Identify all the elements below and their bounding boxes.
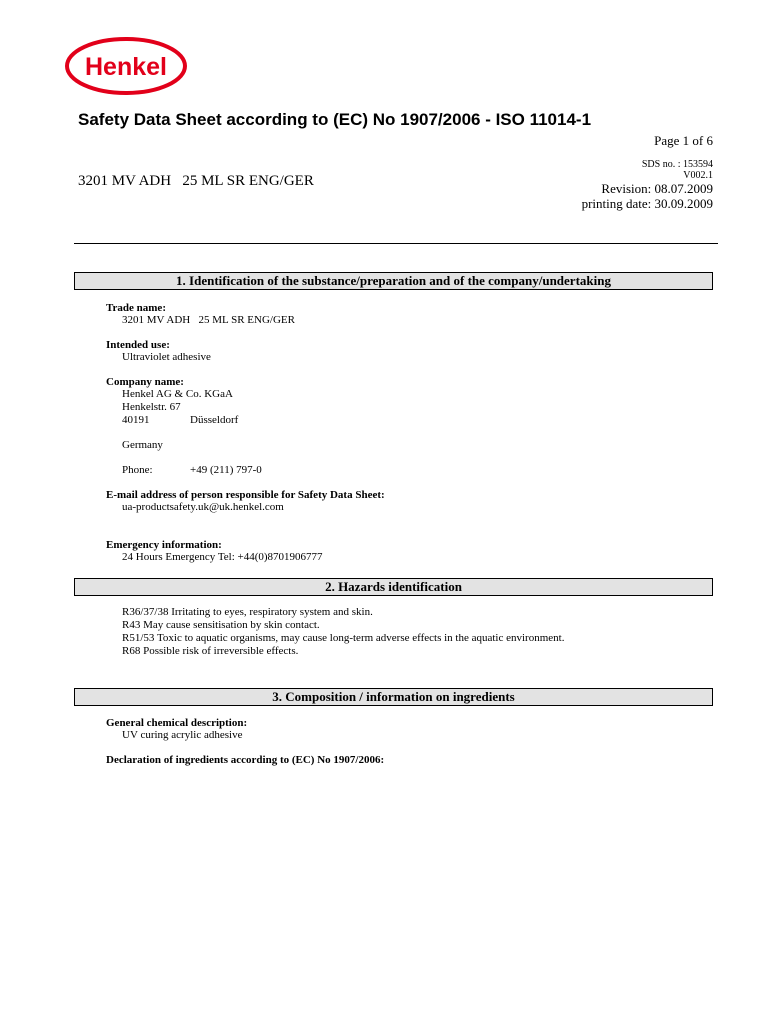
version: V002.1 bbox=[683, 170, 713, 181]
hazard-statement: R43 May cause sensitisation by skin contact. bbox=[122, 619, 320, 631]
revision-date: Revision: 08.07.2009 bbox=[601, 181, 713, 196]
company-country: Germany bbox=[122, 439, 163, 451]
product-name: 3201 MV ADH 25 ML SR ENG/GER bbox=[78, 173, 314, 189]
header-divider bbox=[74, 243, 718, 244]
company-street: Henkelstr. 67 bbox=[122, 401, 181, 413]
company-name-value: Henkel AG & Co. KGaA bbox=[122, 388, 233, 400]
logo-text: Henkel bbox=[85, 53, 167, 81]
intended-use-label: Intended use: bbox=[106, 339, 170, 351]
page-number: Page 1 of 6 bbox=[654, 133, 713, 148]
emergency-label: Emergency information: bbox=[106, 539, 222, 551]
company-city: Düsseldorf bbox=[190, 414, 239, 426]
hazard-statement: R68 Possible risk of irreversible effects. bbox=[122, 645, 299, 657]
email-value: ua-productsafety.uk@uk.henkel.com bbox=[122, 501, 284, 513]
henkel-logo bbox=[64, 36, 188, 96]
section-1-title: 1. Identification of the substance/preparation and of the company/undertaking bbox=[74, 272, 713, 290]
section-3-title: 3. Composition / information on ingredients bbox=[74, 688, 713, 706]
email-label: E-mail address of person responsible for Safety Data Sheet: bbox=[106, 489, 385, 501]
phone-value: +49 (211) 797-0 bbox=[190, 464, 262, 476]
company-postcode: 40191 bbox=[122, 414, 150, 426]
section-2-title: 2. Hazards identification bbox=[74, 578, 713, 596]
trade-name-value: 3201 MV ADH 25 ML SR ENG/GER bbox=[122, 314, 295, 326]
sds-number: SDS no. : 153594 bbox=[641, 159, 713, 170]
printing-date: printing date: 30.09.2009 bbox=[581, 196, 713, 211]
emergency-value: 24 Hours Emergency Tel: +44(0)8701906777 bbox=[122, 551, 323, 563]
phone-label: Phone: bbox=[122, 464, 153, 476]
general-description-value: UV curing acrylic adhesive bbox=[122, 729, 243, 741]
ingredients-declaration-label: Declaration of ingredients according to (EC) No 1907/2006: bbox=[106, 754, 385, 766]
company-name-label: Company name: bbox=[106, 376, 184, 388]
intended-use-value: Ultraviolet adhesive bbox=[122, 351, 211, 363]
general-description-label: General chemical description: bbox=[106, 717, 248, 729]
trade-name-label: Trade name: bbox=[106, 302, 166, 314]
document-title: Safety Data Sheet according to (EC) No 1907/2006 - ISO 11014-1 bbox=[78, 110, 592, 129]
hazard-statement: R36/37/38 Irritating to eyes, respiratory system and skin. bbox=[122, 606, 373, 618]
hazard-statement: R51/53 Toxic to aquatic organisms, may cause long-term adverse effects in the aquatic environment. bbox=[122, 632, 565, 644]
